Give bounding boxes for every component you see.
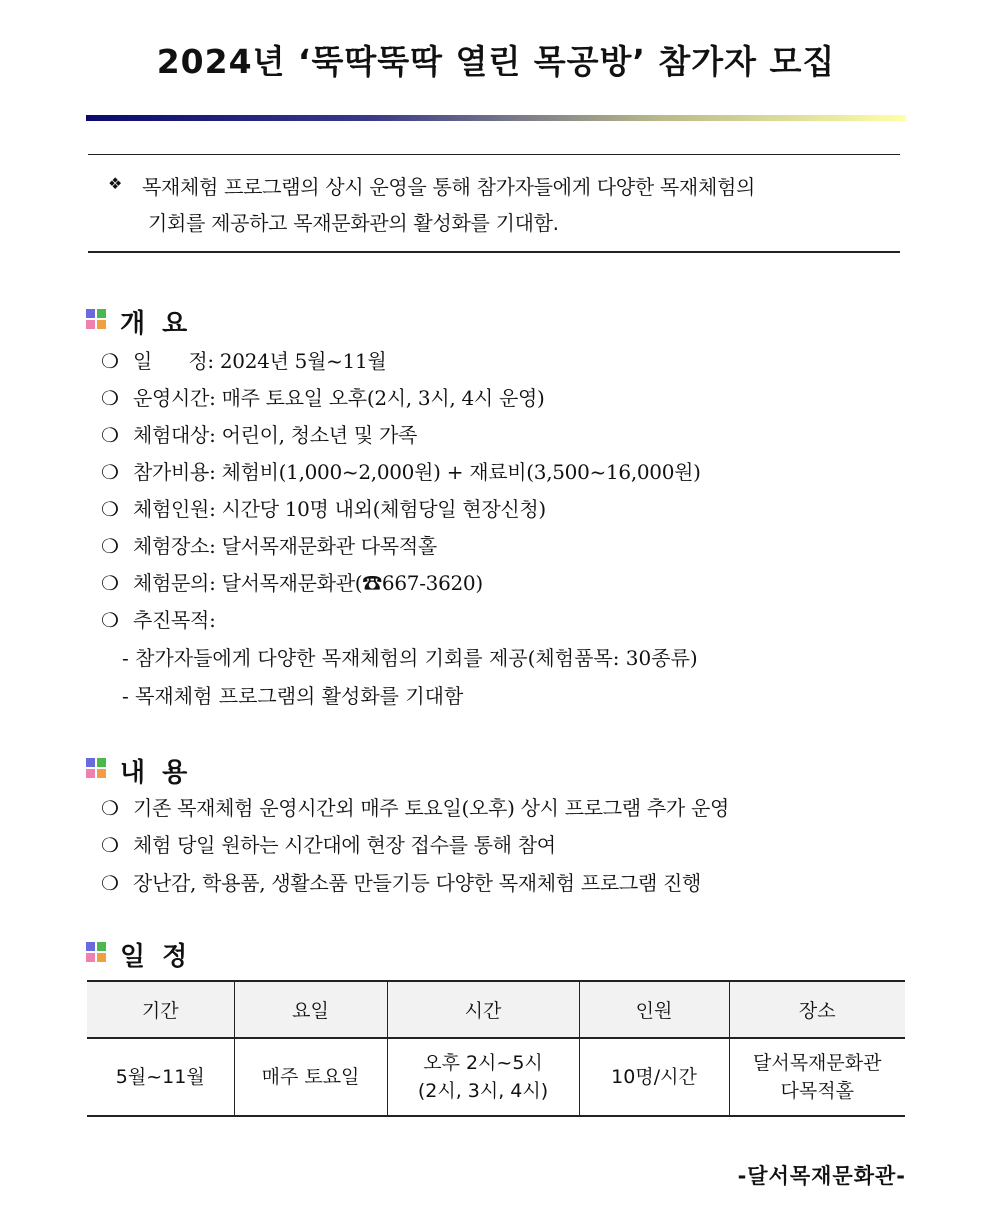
cell-people: 10명/시간	[579, 1038, 729, 1116]
cell-period: 5월~11월	[87, 1038, 234, 1116]
intro-box	[88, 154, 900, 253]
cell-time-line-1: 오후 2시~5시	[423, 1052, 543, 1074]
column-header: 요일	[234, 981, 387, 1038]
page-title: 2024년 ‘뚝딱뚝딱 열린 목공방’ 참가자 모집	[156, 42, 836, 81]
square-icon	[86, 309, 95, 318]
table-header-row	[87, 981, 905, 1038]
square-icon	[97, 942, 106, 951]
section-title: 일 정	[120, 942, 192, 972]
diamond-bullet-icon: ❖	[108, 174, 123, 193]
list-item: ❍ 체험인원: 시간당 10명 내외(체험당일 현장신청)	[101, 497, 546, 521]
list-item: ❍ 기존 목재체험 운영시간외 매주 토요일(오후) 상시 프로그램 추가 운영	[101, 796, 730, 820]
square-icon	[86, 953, 95, 962]
footer-organization: -달서목재문화관-	[737, 1164, 906, 1188]
square-icon	[97, 758, 106, 767]
square-icon	[97, 953, 106, 962]
list-item: ❍ 체험문의: 달서목재문화관(☎667-3620)	[101, 571, 483, 595]
column-header: 기간	[87, 981, 234, 1038]
square-icon	[86, 942, 95, 951]
circle-bullet-icon: ❍	[101, 534, 119, 558]
circle-bullet-icon: ❍	[101, 871, 119, 895]
column-header: 장소	[729, 981, 905, 1038]
circle-bullet-icon: ❍	[101, 608, 119, 632]
cell-time-line-2: (2시, 3시, 4시)	[417, 1080, 549, 1102]
circle-bullet-icon: ❍	[101, 571, 119, 595]
sub-item: - 참가자들에게 다양한 목재체험의 기회를 제공(체험품목: 30종류)	[122, 646, 698, 670]
square-icon	[86, 769, 95, 778]
square-icon	[86, 758, 95, 767]
section-title: 내 용	[120, 758, 192, 788]
title-gradient-bar	[86, 115, 906, 121]
circle-bullet-icon: ❍	[101, 796, 119, 820]
square-icon	[97, 769, 106, 778]
list-item: ❍ 추진목적:	[101, 608, 216, 632]
schedule-table	[87, 980, 905, 1117]
list-item: ❍ 체험대상: 어린이, 청소년 및 가족	[101, 423, 417, 447]
square-icon	[97, 320, 106, 329]
circle-bullet-icon: ❍	[101, 349, 119, 373]
circle-bullet-icon: ❍	[101, 833, 119, 857]
list-item: ❍ 체험장소: 달서목재문화관 다목적홀	[101, 534, 437, 558]
cell-place	[729, 1038, 905, 1116]
list-item: ❍ 운영시간: 매주 토요일 오후(2시, 3시, 4시 운영)	[101, 386, 545, 410]
column-header: 시간	[387, 981, 579, 1038]
square-icon	[97, 309, 106, 318]
circle-bullet-icon: ❍	[101, 386, 119, 410]
circle-bullet-icon: ❍	[101, 460, 119, 484]
cell-place-line-1: 달서목재문화관	[753, 1052, 882, 1074]
list-item: ❍ 참가비용: 체험비(1,000~2,000원) + 재료비(3,500~16,000원)	[101, 460, 701, 484]
circle-bullet-icon: ❍	[101, 423, 119, 447]
intro-line-2: 기회를 제공하고 목재문화관의 활성화를 기대함.	[148, 211, 559, 235]
list-item: ❍ 일 정: 2024년 5월~11월	[101, 349, 387, 373]
sub-item: - 목재체험 프로그램의 활성화를 기대함	[122, 684, 464, 708]
list-item: ❍ 장난감, 학용품, 생활소품 만들기등 다양한 목재체험 프로그램 진행	[101, 871, 702, 895]
square-icon	[86, 320, 95, 329]
column-header: 인원	[579, 981, 729, 1038]
cell-place-line-2: 다목적홀	[780, 1080, 854, 1102]
intro-line-1: 목재체험 프로그램의 상시 운영을 통해 참가자들에게 다양한 목재체험의	[142, 175, 756, 199]
list-item: ❍ 체험 당일 원하는 시간대에 현장 접수를 통해 참여	[101, 833, 556, 857]
section-title: 개 요	[120, 309, 192, 339]
cell-time	[387, 1038, 579, 1116]
table-row	[87, 1038, 905, 1116]
circle-bullet-icon: ❍	[101, 497, 119, 521]
cell-day: 매주 토요일	[234, 1038, 387, 1116]
